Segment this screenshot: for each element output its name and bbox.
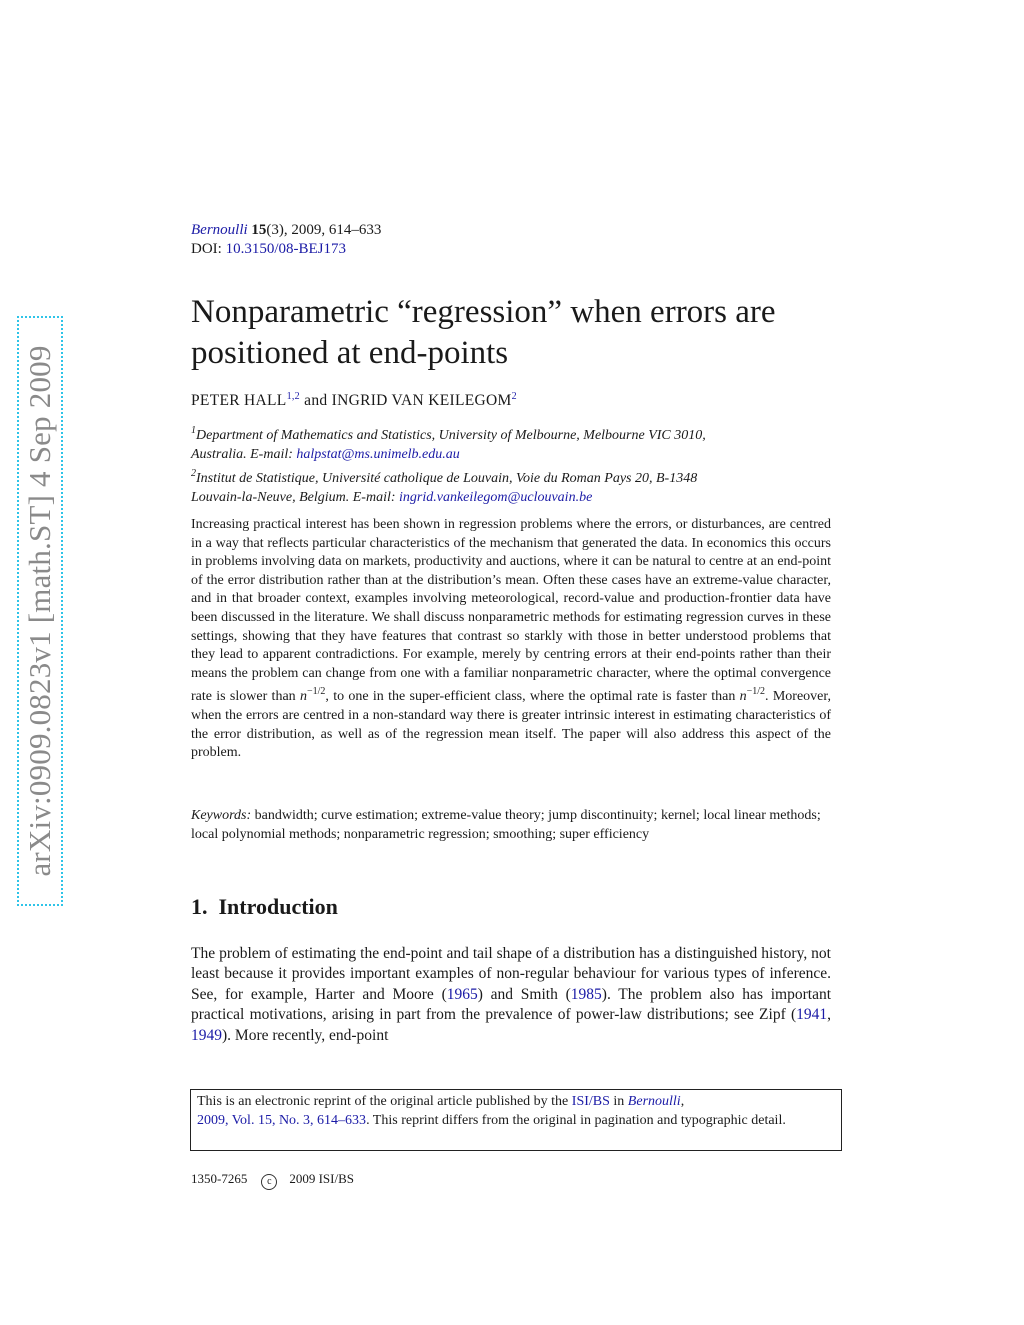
affiliation-text: Department of Mathematics and Statistics, University of Melbourne, Melbourne VIC 3010, — [196, 428, 706, 443]
issue-link[interactable]: 2009, Vol. 15, No. 3, 614–633 — [197, 1112, 367, 1128]
body-text: ). More recently, end-point — [222, 1026, 389, 1044]
author-affil-ref[interactable]: 1,2 — [286, 391, 300, 402]
affiliation-text: Institut de Statistique, Université catholique de Louvain, Voie du Roman Pays 20, B-1348 — [196, 471, 698, 486]
affiliations — [191, 421, 831, 507]
body-text: ) and Smith ( — [477, 985, 571, 1003]
math-exponent: −1/2 — [746, 686, 766, 698]
issn: 1350-7265 — [191, 1171, 248, 1186]
abstract-text: Increasing practical interest has been shown in regression problems where the errors, or disturbances, are centred in a way that reflects particular characteristics of the mechanism that generated the data. In economics this occurs in problems involving data on markets, productivity and auctions, where it can be natural to centre at an end-point of the error distribution rather than at the distribution’s mean. Often these cases have an extreme-value character, and in that broader context, examples involving meteorological, record-value and production-frontier data have been discussed in the literature. We shall discuss nonparametric methods for estimating regression curves in these settings, showing that they have features that contrast so starkly with those in better understood problems that they lead to apparent contradictions. For example, merely by centring errors at their end-points rather than their means the problem can change from one with a familiar nonparametric character, where the optimal convergence rate is slower than — [191, 517, 831, 705]
body-text: The problem of estimating the end-point and tail shape of a distribution has a distinguished history, not least because it provides important examples of non-regular behaviour for various types of inference. See, for example, Harter and Moore ( — [191, 945, 831, 1003]
section-heading — [191, 894, 338, 920]
paper-title: Nonparametric “regression” when errors are positioned at end-points — [191, 294, 776, 371]
affiliation-2 — [191, 464, 831, 488]
affiliation-2-cont — [191, 488, 831, 507]
affiliation-1-cont — [191, 445, 831, 464]
abstract — [191, 516, 831, 763]
citation-link[interactable]: 1985 — [570, 985, 602, 1003]
journal-issue: (3), 2009, 614–633 — [266, 222, 382, 238]
arxiv-stamp-text: arXiv:0909.0823v1 [math.ST] 4 Sep 2009 — [22, 345, 57, 877]
doi-label: DOI: — [191, 241, 222, 257]
reprint-text: , — [680, 1094, 685, 1109]
keywords — [191, 807, 831, 844]
section-number: 1. — [191, 894, 208, 919]
reprint-notice — [190, 1089, 842, 1151]
author-conjunction: and — [304, 392, 328, 409]
affiliation-text: Louvain-la-Neuve, Belgium. E-mail: — [191, 490, 400, 505]
math-n: n — [739, 689, 747, 705]
keywords-text: bandwidth; curve estimation; extreme-value theory; jump discontinuity; kernel; local linear methods; local polynomial methods; nonparametric regression; smoothing; super efficiency — [191, 808, 821, 842]
email-link[interactable]: ingrid.vankeilegom@uclouvain.be — [399, 490, 593, 505]
affiliation-text: Australia. E-mail: — [191, 447, 297, 462]
journal-citation — [191, 222, 381, 239]
affiliation-number: 2 — [191, 468, 196, 479]
math-exponent: −1/2 — [306, 686, 326, 698]
body-text: , — [827, 1006, 831, 1024]
abstract-text: , to one in the super-efficient class, where the optimal rate is faster than — [325, 689, 740, 705]
citation-link[interactable]: 1965 — [446, 985, 478, 1003]
journal-link[interactable]: Bernoulli — [627, 1094, 681, 1109]
journal-link[interactable]: Bernoulli — [191, 222, 248, 238]
reprint-text: This is an electronic reprint of the original article published by the — [197, 1094, 572, 1109]
reprint-text: in — [609, 1094, 628, 1109]
copyright-icon: c — [261, 1174, 277, 1190]
copyright-text: 2009 ISI/BS — [289, 1171, 354, 1186]
arxiv-stamp — [17, 316, 63, 906]
affiliation-1 — [191, 421, 831, 445]
body-text: ). The problem also has important practical motivations, arising in part from the prevalence of power-law distributions; see Zipf ( — [191, 985, 832, 1024]
email-link[interactable]: halpstat@ms.unimelb.edu.au — [296, 447, 460, 462]
doi-link[interactable]: 10.3150/08-BEJ173 — [225, 241, 346, 257]
math-n: n — [299, 689, 307, 705]
author-affil-ref[interactable]: 2 — [511, 391, 517, 402]
publisher-link[interactable]: ISI/BS — [571, 1094, 610, 1109]
affiliation-number: 1 — [191, 425, 196, 436]
author-name: PETER HALL — [191, 392, 287, 409]
author-list — [191, 391, 517, 410]
footer — [191, 1171, 354, 1190]
doi-line — [191, 241, 346, 258]
journal-volume: 15 — [251, 222, 267, 238]
intro-paragraph — [191, 944, 831, 1046]
abstract-text: . Moreover, when the errors are centred in a non-standard way there is greater intrinsic interest in estimating characteristics of the error distribution, as well as of the regression mean itself. The paper will also address this aspect of the problem. — [191, 689, 831, 761]
keywords-label: Keywords: — [191, 808, 252, 823]
author-name: INGRID VAN KEILEGOM — [331, 392, 512, 409]
citation-link[interactable]: 1941 — [796, 1006, 828, 1024]
citation-link[interactable]: 1949 — [191, 1026, 222, 1044]
reprint-text: . This reprint differs from the original in pagination and typographic detail. — [366, 1112, 786, 1128]
section-title: Introduction — [218, 894, 338, 919]
